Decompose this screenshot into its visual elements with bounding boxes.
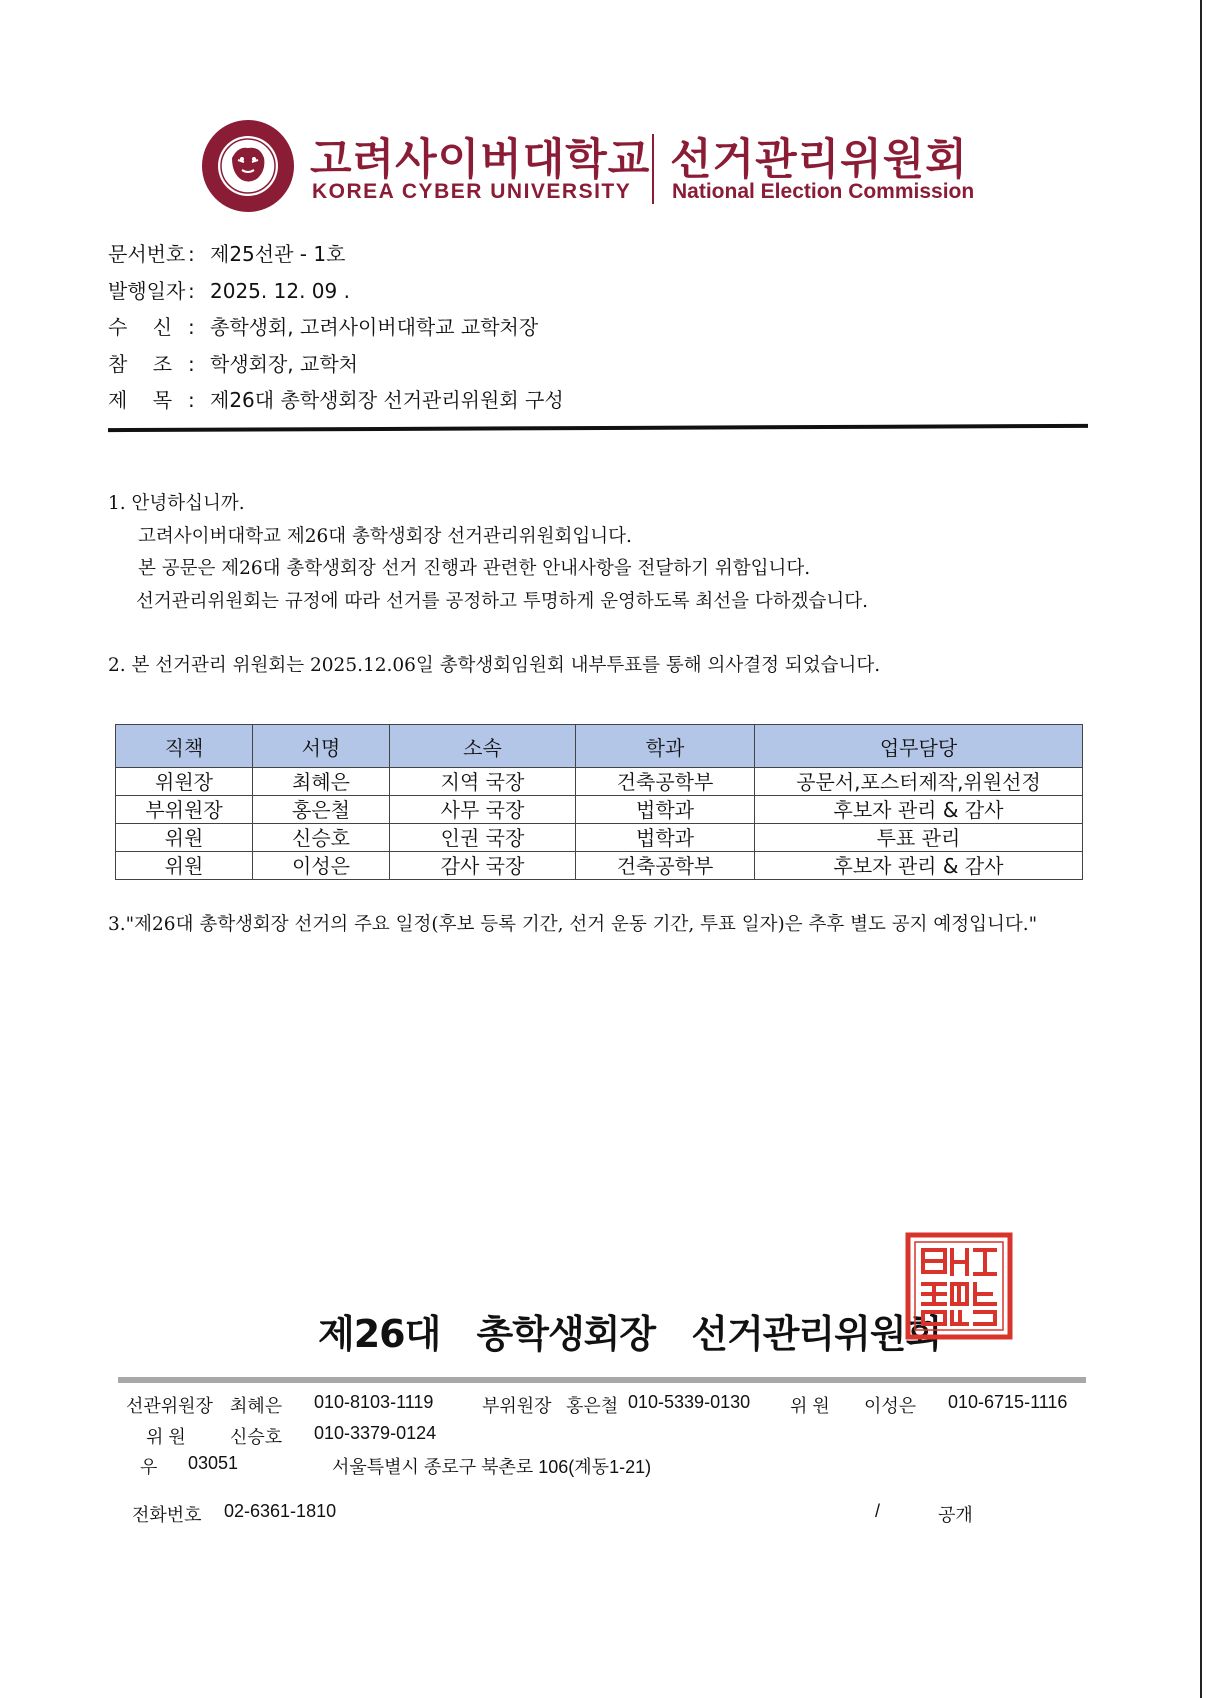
chair-name: 최혜은 — [230, 1396, 283, 1416]
cell-affiliation: 지역 국장 — [390, 768, 576, 796]
commission-name-english: National Election Commission — [672, 180, 975, 203]
col-header-name: 서명 — [253, 725, 390, 768]
cell-affiliation: 감사 국장 — [390, 852, 576, 880]
university-name-korean: 고려사이버대학교 — [310, 135, 651, 185]
paragraph-3-schedule-notice: 3."제26대 총학생회장 선거의 주요 일정(후보 등록 기간, 선거 운동 기간, 투표 일자)은 추후 별도 공지 예정입니다." — [108, 914, 1038, 935]
meta-recipient: 수 신 : 총학생회, 고려사이버대학교 교학처장 — [108, 315, 539, 339]
cell-name: 이성은 — [253, 852, 390, 880]
document-meta — [108, 240, 564, 423]
cell-position: 위원 — [116, 824, 253, 852]
col-header-affiliation: 소속 — [390, 725, 576, 768]
cell-name: 신승호 — [253, 824, 390, 852]
member1-phone: 010-6715-1116 — [948, 1392, 1068, 1412]
paragraph-2: 2. 본 선거관리 위원회는 2025.12.06일 총학생회임원회 내부투표를 통해 의사결정 되었습니다. — [108, 655, 881, 676]
member2-name: 신승호 — [230, 1427, 283, 1447]
cell-duties: 투표 관리 — [755, 824, 1083, 852]
disclosure-status: 공개 — [938, 1505, 973, 1525]
meta-subject: 제 목 : 제26대 총학생회장 선거관리위원회 구성 — [108, 388, 564, 412]
member1-name: 이성은 — [864, 1396, 917, 1416]
cell-name: 최혜은 — [253, 768, 390, 796]
col-header-position: 직책 — [116, 725, 253, 768]
table-row — [116, 796, 1083, 824]
cell-position: 부위원장 — [116, 796, 253, 824]
committee-table — [115, 724, 1083, 880]
vice-phone: 010-5339-0130 — [628, 1392, 751, 1412]
document-body — [108, 488, 1098, 683]
table-header-row — [116, 725, 1083, 768]
letterhead — [200, 118, 1000, 210]
meta-doc-number: 문서번호 : 제25선관 - 1호 — [108, 242, 346, 266]
issuer-signature: 제26대 총학생회장 선거관리위원회 — [318, 1312, 942, 1356]
cell-name: 홍은철 — [253, 796, 390, 824]
table-row — [116, 768, 1083, 796]
cell-department: 건축공학부 — [576, 852, 755, 880]
cell-position: 위원 — [116, 852, 253, 880]
postal-code: 03051 — [188, 1453, 239, 1473]
paragraph-1-greeting: 1. 안녕하십니까. — [108, 493, 245, 514]
meta-issue-date: 발행일자 : 2025. 12. 09 . — [108, 278, 350, 303]
tel-label: 전화번호 — [132, 1505, 202, 1525]
letterhead-divider — [652, 134, 654, 204]
official-seal-icon — [905, 1232, 1013, 1340]
vice-name: 홍은철 — [566, 1396, 619, 1416]
university-emblem-icon — [200, 118, 296, 214]
chair-phone: 010-8103-1119 — [314, 1392, 434, 1412]
cell-affiliation: 사무 국장 — [390, 796, 576, 824]
header-rule — [108, 424, 1088, 432]
paragraph-1-commitment: 선거관리위원회는 규정에 따라 선거를 공정하고 투명하게 운영하도록 최선을 다하겠습니다. — [136, 590, 869, 612]
page-edge — [1200, 0, 1208, 1698]
paragraph-1-purpose: 본 공문은 제26대 총학생회장 선거 진행과 관련한 안내사항을 전달하기 위함입니다. — [138, 558, 811, 579]
vice-title: 부위원장 — [482, 1396, 552, 1416]
commission-name-korean: 선거관리위원회 — [670, 135, 968, 185]
cell-duties: 후보자 관리 & 감사 — [755, 796, 1083, 824]
university-name-english: KOREA CYBER UNIVERSITY — [312, 180, 632, 203]
col-header-department: 학과 — [576, 725, 755, 768]
member2-title: 위 원 — [146, 1427, 186, 1447]
member1-title: 위 원 — [790, 1396, 830, 1416]
cell-position: 위원장 — [116, 768, 253, 796]
address: 서울특별시 종로구 북촌로 106(계동1-21) — [332, 1457, 652, 1477]
cell-department: 법학과 — [576, 796, 755, 824]
col-header-duties: 업무담당 — [755, 725, 1083, 768]
meta-reference: 참 조 : 학생회장, 교학처 — [108, 351, 358, 376]
member2-phone: 010-3379-0124 — [314, 1423, 437, 1443]
cell-duties: 후보자 관리 & 감사 — [755, 852, 1083, 880]
table-row — [116, 824, 1083, 852]
chair-title: 선관위원장 — [126, 1396, 213, 1416]
cell-department: 건축공학부 — [576, 768, 755, 796]
cell-department: 법학과 — [576, 824, 755, 852]
cell-affiliation: 인권 국장 — [390, 824, 576, 852]
tel-number: 02-6361-1810 — [224, 1501, 337, 1521]
table-row — [116, 852, 1083, 880]
footer-rule — [118, 1377, 1086, 1383]
postal-label: 우 — [140, 1457, 158, 1477]
paragraph-1-intro: 고려사이버대학교 제26대 총학생회장 선거관리위원회입니다. — [138, 525, 632, 547]
separator-slash: / — [875, 1501, 881, 1521]
cell-duties: 공문서,포스터제작,위원선정 — [755, 768, 1083, 796]
